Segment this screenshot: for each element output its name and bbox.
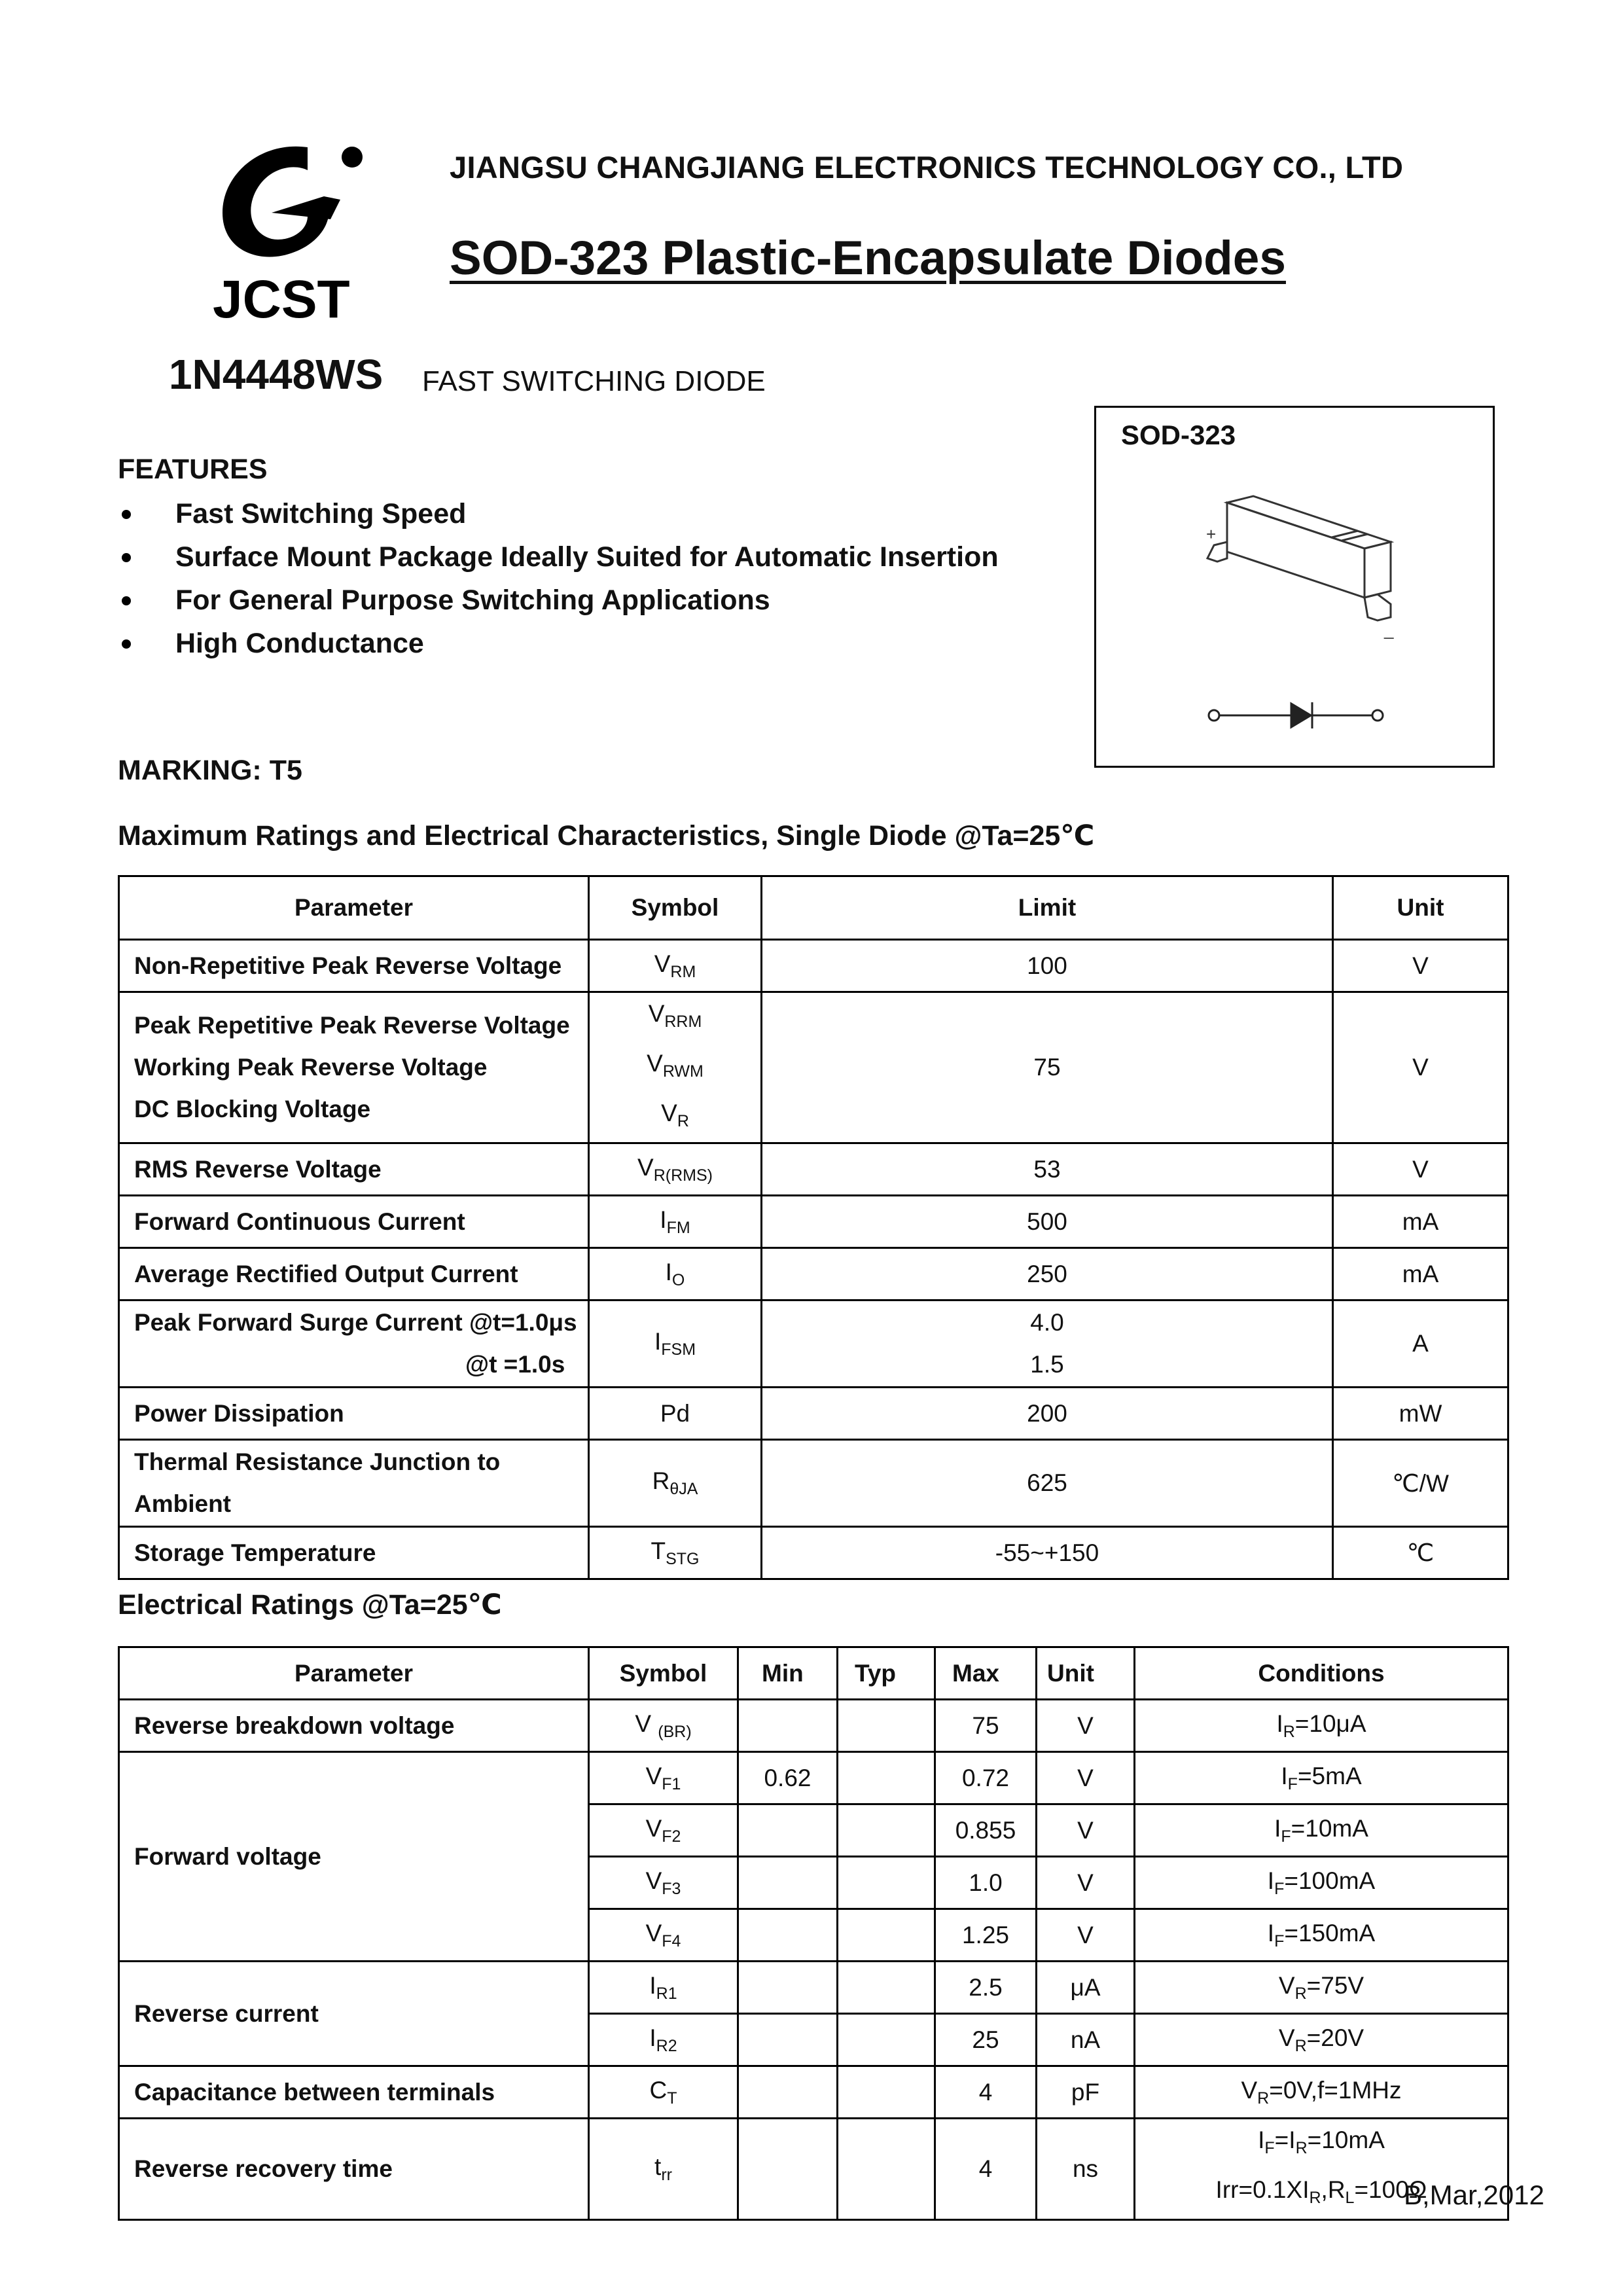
symbol-cell: Pd [589,1388,762,1440]
param-cell: Power Dissipation [119,1388,589,1440]
table-row [119,1962,1508,2014]
typ-cell [838,1700,935,1752]
part-description: FAST SWITCHING DIODE [422,365,766,397]
symbol-cell: $R_{\theta JA}$ [589,1440,762,1527]
table-row [119,1440,1508,1527]
param-cell: RMS Reverse Voltage [119,1143,589,1196]
unit-cell: ns [1037,2119,1135,2220]
table-row [119,1752,1508,1804]
symbol-cell: $V_{F1}$ [589,1752,738,1804]
unit-cell: V [1333,1143,1508,1196]
diode-symbol-icon [1209,702,1383,728]
package-box [1094,406,1495,768]
conditions-cell: $V_R=20V$ [1135,2014,1508,2066]
package-drawing [1096,408,1493,766]
param-cell: Capacitance between terminals [119,2066,589,2119]
plus-sign: + [1206,524,1217,544]
symbol-cell: $I_O$ [589,1248,762,1300]
symbol-cell: $V_{F2}$ [589,1804,738,1857]
table-row [119,1527,1508,1579]
min-cell [738,2119,838,2220]
symbol-cell: $V_{R(RMS)}$ [589,1143,762,1196]
typ-cell [838,2014,935,2066]
typ-cell [838,1752,935,1804]
unit-cell: ℃/W [1333,1440,1508,1527]
minus-sign: _ [1384,620,1394,639]
feature-item: High Conductance [118,622,999,665]
max-cell: 2.5 [935,1962,1037,2014]
param-cell: Reverse breakdown voltage [119,1700,589,1752]
conditions-cell: $I_F=150mA$ [1135,1909,1508,1962]
min-cell [738,1804,838,1857]
symbol-cell: $I_{R1}$ [589,1962,738,2014]
symbol-cell: $V_{RRM}$ $V_{RWM}$ $V_R$ [589,992,762,1143]
max-cell: 1.25 [935,1909,1037,1962]
max-ratings-table [118,875,1509,1580]
symbol-cell: $T_{STG}$ [589,1527,762,1579]
table-row [119,1248,1508,1300]
param-cell: Reverse recovery time [119,2119,589,2220]
marking-label: MARKING: T5 [118,755,302,786]
typ-cell [838,1857,935,1909]
unit-cell: ℃ [1333,1527,1508,1579]
unit-cell: V [1037,1804,1135,1857]
limit-cell: 625 [762,1440,1333,1527]
symbol-cell: $I_{R2}$ [589,2014,738,2066]
param-cell: Thermal Resistance Junction to Ambient [119,1440,589,1527]
document-title: SOD-323 Plastic-Encapsulate Diodes [450,232,1286,285]
header-parameter: Parameter [119,1647,589,1700]
conditions-cell: $I_R=10\mu A$ [1135,1700,1508,1752]
param-cell: Reverse current [119,1962,589,2066]
bullet-icon [122,639,131,649]
limit-cell: 75 [762,992,1333,1143]
header-parameter: Parameter [119,876,589,940]
symbol-cell: $I_{FSM}$ [589,1300,762,1388]
max-cell: 0.72 [935,1752,1037,1804]
unit-cell: V [1037,1700,1135,1752]
symbol-cell: $C_T$ [589,2066,738,2119]
symbol-cell: $V_{RM}$ [589,940,762,992]
package-title: SOD-323 [1121,420,1236,450]
conditions-cell: $I_F=5mA$ [1135,1752,1508,1804]
jcst-logo [209,134,366,331]
max-cell: 1.0 [935,1857,1037,1909]
max-ratings-title: Maximum Ratings and Electrical Characteristics, Single Diode @Ta=25℃ [118,820,1095,852]
typ-cell [838,2119,935,2220]
table-row [119,2066,1508,2119]
limit-cell: 250 [762,1248,1333,1300]
max-cell: 0.855 [935,1804,1037,1857]
logo-text: JCST [213,270,350,329]
typ-cell [838,1909,935,1962]
features-heading: FEATURES [118,454,268,485]
feature-item: For General Purpose Switching Applications [118,579,999,622]
header-symbol: Symbol [589,876,762,940]
unit-cell: V [1333,940,1508,992]
table-header-row [119,1647,1508,1700]
table-row [119,940,1508,992]
unit-cell: μA [1037,1962,1135,2014]
max-cell: 4 [935,2119,1037,2220]
unit-cell: V [1037,1857,1135,1909]
table-row [119,1388,1508,1440]
param-cell: Average Rectified Output Current [119,1248,589,1300]
min-cell [738,2014,838,2066]
revision-date: B,Mar,2012 [1404,2179,1544,2210]
condition-line: $Irr=0.1XI_R,R_L=100\Omega$ [1215,2176,1427,2207]
table-row [119,2119,1508,2220]
limit-cell: -55~+150 [762,1527,1333,1579]
features-list [118,492,999,665]
header-min: Min [738,1647,838,1700]
table-header-row [119,876,1508,940]
max-cell: 4 [935,2066,1037,2119]
typ-cell [838,2066,935,2119]
limit-cell: 200 [762,1388,1333,1440]
max-cell: 25 [935,2014,1037,2066]
table-row [119,1700,1508,1752]
header-max: Max [935,1647,1037,1700]
min-cell [738,1962,838,2014]
conditions-cell: $V_R=75V$ [1135,1962,1508,2014]
bullet-icon [122,596,131,605]
header-unit: Unit [1037,1647,1135,1700]
condition-line: $I_F=I_R=10mA$ [1258,2126,1385,2157]
header-typ: Typ [838,1647,935,1700]
part-number: 1N4448WS [169,351,383,398]
conditions-cell: $I_F=100mA$ [1135,1857,1508,1909]
limit-cell: 53 [762,1143,1333,1196]
table-row [119,1143,1508,1196]
param-cell: Non-Repetitive Peak Reverse Voltage [119,940,589,992]
param-cell: Forward voltage [119,1752,589,1962]
elec-ratings-title: Electrical Ratings @Ta=25℃ [118,1589,502,1621]
min-cell [738,1909,838,1962]
symbol-cell: V $_{(BR)}$ [589,1700,738,1752]
unit-cell: mA [1333,1248,1508,1300]
limit-cell: 100 [762,940,1333,992]
header-limit: Limit [762,876,1333,940]
header-unit: Unit [1333,876,1508,940]
typ-cell [838,1962,935,2014]
table-row [119,992,1508,1143]
param-cell: Storage Temperature [119,1527,589,1579]
symbol-cell: $I_{FM}$ [589,1196,762,1248]
unit-cell: V [1037,1909,1135,1962]
table-row [119,1196,1508,1248]
min-cell [738,1857,838,1909]
limit-cell: 4.0 1.5 [762,1300,1333,1388]
unit-cell: nA [1037,2014,1135,2066]
unit-cell: pF [1037,2066,1135,2119]
company-name: JIANGSU CHANGJIANG ELECTRONICS TECHNOLOGY CO., LTD [450,150,1404,185]
unit-cell: mA [1333,1196,1508,1248]
min-cell [738,2066,838,2119]
max-cell: 75 [935,1700,1037,1752]
unit-cell: mW [1333,1388,1508,1440]
elec-ratings-table [118,1646,1509,2221]
symbol-cell: $V_{F3}$ [589,1857,738,1909]
param-cell: Peak Forward Surge Current @t=1.0μs @t =1.0s [119,1300,589,1388]
unit-cell: V [1037,1752,1135,1804]
unit-cell: A [1333,1300,1508,1388]
header-conditions: Conditions [1135,1647,1508,1700]
header-symbol: Symbol [589,1647,738,1700]
feature-item: Surface Mount Package Ideally Suited for Automatic Insertion [118,535,999,579]
min-cell [738,1700,838,1752]
limit-cell: 500 [762,1196,1333,1248]
unit-cell: V [1333,992,1508,1143]
typ-cell [838,1804,935,1857]
param-cell: Forward Continuous Current [119,1196,589,1248]
symbol-cell: $V_{F4}$ [589,1909,738,1962]
param-cell: Peak Repetitive Peak Reverse Voltage Working Peak Reverse Voltage DC Blocking Voltage [119,992,589,1143]
feature-item: Fast Switching Speed [118,492,999,535]
bullet-icon [122,510,131,519]
symbol-cell: $t_{rr}$ [589,2119,738,2220]
conditions-cell: $I_F=10mA$ [1135,1804,1508,1857]
conditions-cell: $V_R=0V,f=1MHz$ [1135,2066,1508,2119]
min-cell: 0.62 [738,1752,838,1804]
table-row [119,1300,1508,1388]
bullet-icon [122,553,131,562]
